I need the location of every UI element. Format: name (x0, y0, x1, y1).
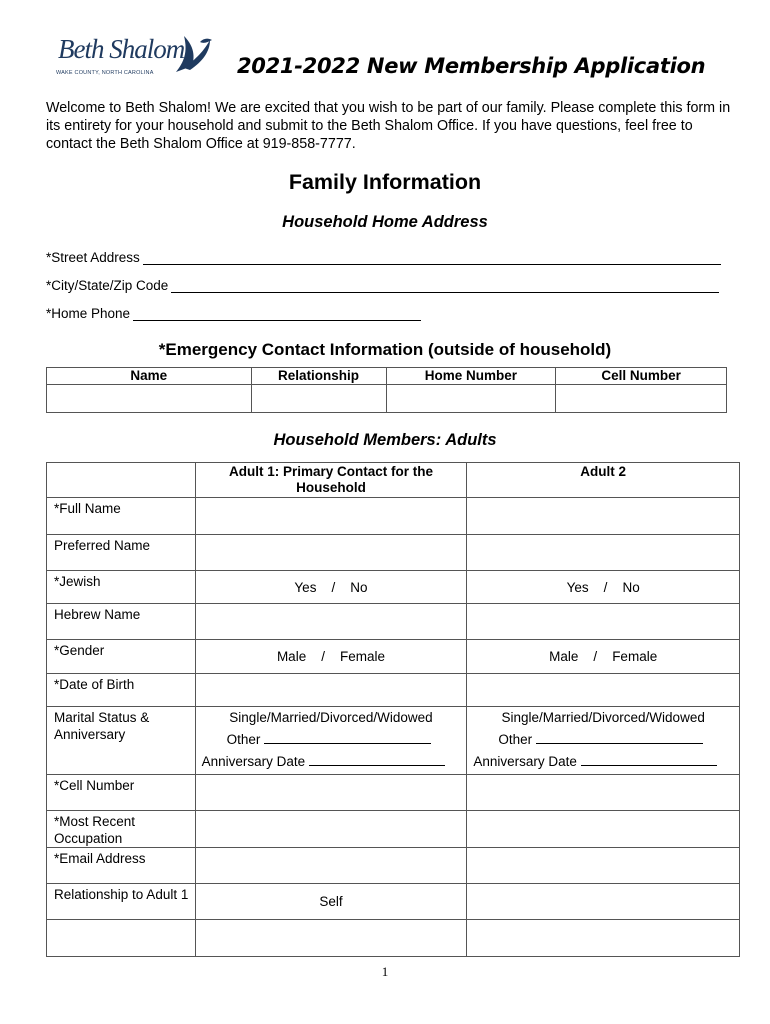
family-information-heading: Family Information (288, 170, 482, 194)
city-state-zip-line[interactable] (171, 282, 719, 293)
adult2-header: Adult 2 (467, 463, 740, 498)
email-label: *Email Address (47, 848, 196, 884)
relationship-label: Relationship to Adult 1 (47, 884, 196, 920)
adult1-dob-cell[interactable] (195, 674, 467, 707)
adult2-full-name-cell[interactable] (467, 498, 740, 535)
occupation-label: *Most Recent Occupation (47, 811, 196, 848)
adult2-preferred-name-cell[interactable] (467, 535, 740, 571)
street-address-label: *Street Address (46, 250, 140, 265)
street-address-field[interactable] (46, 250, 721, 265)
adult1-gender-cell[interactable] (195, 640, 467, 674)
adult1-full-name-cell[interactable] (195, 498, 467, 535)
adult2-email-cell[interactable] (467, 848, 740, 884)
adult1-occupation-cell[interactable] (195, 811, 467, 848)
emergency-contact-table (46, 367, 727, 413)
ec-relationship-cell[interactable] (251, 385, 386, 413)
adult2-other-line[interactable] (536, 732, 703, 744)
adult2-gender-female[interactable]: Female (612, 649, 658, 664)
home-phone-field[interactable] (46, 306, 421, 321)
adult1-jewish-no[interactable]: No (350, 579, 368, 595)
city-state-zip-label: *City/State/Zip Code (46, 278, 169, 293)
ec-header-name: Name (47, 368, 252, 385)
city-state-zip-field[interactable] (46, 278, 719, 293)
adult1-relationship-cell: Self (195, 884, 467, 920)
adult1-header-text: Adult 1: Primary Contact for the Household (228, 464, 433, 495)
gender-label: *Gender (47, 640, 196, 674)
adult2-gender-male[interactable]: Male (549, 649, 579, 664)
adult1-blank-cell[interactable] (195, 920, 467, 957)
adults-corner-cell (47, 463, 196, 498)
adult2-dob-cell[interactable] (467, 674, 740, 707)
adult2-jewish-no[interactable]: No (622, 579, 640, 595)
ec-cell-number-cell[interactable] (556, 385, 727, 413)
full-name-label: *Full Name (47, 498, 196, 535)
dob-label: *Date of Birth (47, 674, 196, 707)
adult1-jewish-yes[interactable]: Yes (294, 579, 317, 595)
adult2-jewish-cell[interactable] (467, 571, 740, 604)
adult1-gender-male[interactable]: Male (276, 649, 307, 664)
page-title: 2021-2022 New Membership Application (237, 54, 706, 78)
adult1-marital-cell[interactable] (195, 707, 467, 775)
dove-icon (170, 32, 216, 76)
adult2-other-label: Other (498, 732, 533, 747)
home-phone-label: *Home Phone (46, 306, 131, 321)
adult2-gender-slash: / (593, 649, 598, 664)
ec-header-cell-number: Cell Number (556, 368, 727, 385)
adult1-anniversary-label: Anniversary Date (201, 754, 306, 769)
home-phone-line[interactable] (133, 310, 421, 321)
adult1-email-cell[interactable] (195, 848, 467, 884)
jewish-label: *Jewish (47, 571, 196, 604)
adults-table (46, 462, 740, 957)
adult2-occupation-cell[interactable] (467, 811, 740, 848)
adult2-anniversary-label: Anniversary Date (473, 754, 577, 769)
adult2-blank-cell[interactable] (467, 920, 740, 957)
preferred-name-label: Preferred Name (47, 535, 196, 571)
cell-number-label: *Cell Number (47, 775, 196, 811)
ec-header-home-number: Home Number (386, 368, 556, 385)
adult2-marital-cell[interactable] (467, 707, 740, 775)
adult1-jewish-slash: / (331, 579, 336, 595)
adult1-other-line[interactable] (264, 732, 431, 744)
page-number: 1 (381, 964, 389, 979)
adult2-jewish-yes[interactable]: Yes (566, 579, 589, 595)
adult2-cell-number-cell[interactable] (467, 775, 740, 811)
adult2-relationship-cell[interactable] (467, 884, 740, 920)
adult2-hebrew-name-cell[interactable] (467, 604, 740, 640)
household-adults-heading: Household Members: Adults (273, 431, 497, 449)
adult1-header (195, 463, 467, 498)
adult1-gender-slash: / (321, 649, 325, 664)
marital-status-label: Marital Status & Anniversary (47, 707, 196, 775)
beth-shalom-logo (52, 32, 212, 82)
adult2-jewish-slash: / (603, 579, 608, 595)
ec-home-number-cell[interactable] (386, 385, 556, 413)
adult1-other-label: Other (226, 732, 261, 747)
emergency-contact-heading: *Emergency Contact Information (outside of household) (158, 340, 612, 359)
adult1-hebrew-name-cell[interactable] (195, 604, 467, 640)
hebrew-name-label: Hebrew Name (47, 604, 196, 640)
blank-row-label (47, 920, 196, 957)
adult1-jewish-cell[interactable] (195, 571, 467, 604)
street-address-line[interactable] (143, 254, 721, 265)
logo-tagline: WAKE COUNTY, NORTH CAROLINA (56, 70, 154, 76)
logo-name: Beth Shalom (58, 34, 185, 64)
intro-paragraph: Welcome to Beth Shalom! We are excited that you wish to be part of our family. Please complete this form in its entirety for your household and submit to the Beth Shalom Office. If you have questions, feel free to contact the Beth Shalom Office at 919-858-7777. (46, 100, 731, 152)
adult1-cell-number-cell[interactable] (195, 775, 467, 811)
adult1-gender-female[interactable]: Female (340, 649, 386, 664)
adult2-anniversary-line[interactable] (581, 754, 717, 766)
ec-header-relationship: Relationship (251, 368, 386, 385)
household-address-heading: Household Home Address (282, 213, 488, 231)
adult1-marital-options[interactable]: Single/Married/Divorced/Widowed (229, 710, 433, 725)
adult2-gender-cell[interactable] (467, 640, 740, 674)
adult1-anniversary-line[interactable] (309, 754, 445, 766)
adult1-preferred-name-cell[interactable] (195, 535, 467, 571)
adult2-marital-options[interactable]: Single/Married/Divorced/Widowed (501, 710, 705, 725)
ec-name-cell[interactable] (47, 385, 252, 413)
